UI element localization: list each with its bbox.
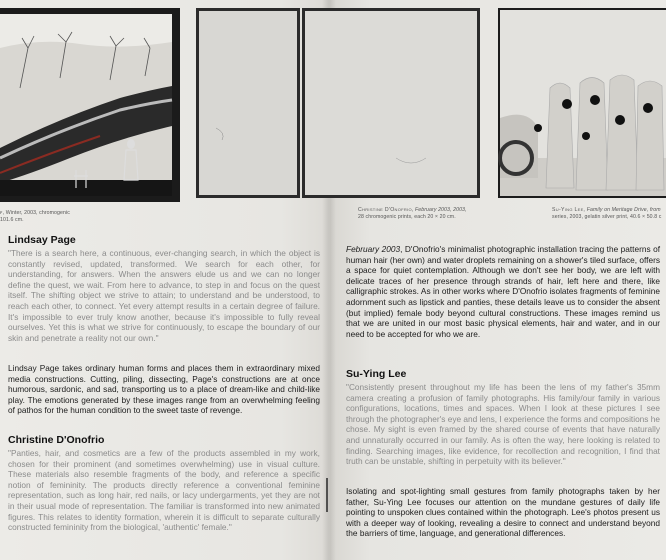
caption-winter-line2: 101.6 cm. xyxy=(0,217,24,223)
caption-family-title: , Family on Meritage Drive, from xyxy=(583,207,661,213)
body-christine-donofrio xyxy=(346,244,660,339)
quote-christine-donofrio: "Panties, hair, and cosmetics are a few of the products assembled in my work, chosen for their prominent (and sometimes overwhelming) use in visual culture. These materials also resemble fragments of the body, and reference a specific notion of femininity. The products directly reference a conventional feminine representation, such as long hair, red nails, or lacy undergarments, yet they are not in their usual mode of representation. The familiar is transformed into new animated figures. This relates to identity formation, wherein it is difficult to separate culturally constructed femininity from the biological, 'authentic' female." xyxy=(8,448,320,533)
title-february-2003: February 2003 xyxy=(346,244,401,254)
body-su-ying-lee: Isolating and spot-lighting small gestures from family photographs taken by her father, Su-Ying Lee focuses our attention on the mundane gestures of daily life pointing to unspoken clues contained within the photograph. Lee's photos present us with a deeper way of looking, revealing a desire to connect and understand beyond the barriers of time, language, and generational differences. xyxy=(346,486,660,539)
heading-lindsay-page: Lindsay Page xyxy=(8,234,76,246)
heading-christine-donofrio: Christine D'Onofrio xyxy=(8,434,105,446)
caption-family-artist: Su-Ying Lee xyxy=(552,207,584,213)
quote-su-ying-lee: "Consistently present throughout my life has been the lens of my father's 35mm camera creating a profusion of family photographs. His family/our family in various configurations, locations, times and spaces. When I look at these pictures I see through the photographer's eye and lens, I experience the forms and compositions he chose. My sight is even framed by the shared course of events that have naturally and unnaturally occurred in our family. As is often the way, here looking is related to finding. Searching images, like evidence, for recollection and recognition, I find that truth can be unstable, shifting in perpetuity with its believer." xyxy=(346,382,660,467)
caption-february xyxy=(358,207,488,221)
caption-winter xyxy=(0,210,180,224)
caption-winter-line1: ꜰ, Winter, 2003, chromogenic xyxy=(0,210,70,216)
photo-family xyxy=(498,8,666,198)
caption-february-artist: Christine D'Onofrio xyxy=(358,207,412,213)
staple-bottom-icon xyxy=(324,478,328,508)
body-lindsay-page: Lindsay Page takes ordinary human forms and places them in extraordinary mixed media constructions. Cutting, piling, dissecting, Page's constructions are at once humorous, sardonic, and sad, transporting us to a place of dream-like and child-like play. The emotions generated by these images range from an overwhelming feeling of pathos for the human condition to the sweet taste of revenge. xyxy=(8,363,320,416)
caption-february-title: , February 2003, 2003, xyxy=(411,207,467,213)
heading-su-ying-lee: Su-Ying Lee xyxy=(346,368,407,380)
caption-family-line2: series, 2003, gelatin silver print, 40.6 × 50.8 c xyxy=(552,214,662,220)
caption-february-line2: 28 chromogenic prints, each 20 × 20 cm. xyxy=(358,214,456,220)
photo-winter xyxy=(0,8,180,202)
quote-lindsay-page: "There is a search here, a continuous, ever-changing search, in which the object is constantly revised, updated, transformed. We search for each other, for understanding, for answers. When the answers elude us and we can no longer define the quest, we wait. From here to advance, to step in and focus on the quest itself. The shifting object we strive to attain; to understand and be understood, to reach each other, to connect. Yet every attempt results in a certain degree of failure. It's impossible to ever truly know another, because it's impossible to fully reveal ourselves. Yet this is what we strive for continuously, to escape the boundary of our skin and penetrate a reality not our own." xyxy=(8,248,320,343)
caption-family xyxy=(552,207,666,221)
photo-february xyxy=(196,8,480,198)
body-christine-text: , D'Onofrio's minimalist photographic installation tracing the patterns of human hair (her own) and water droplets remaining on a shower's tiled surface, offers a space for quiet contemplation. Although we don't see her body, we are left with delicate traces of her presence through strands of hair, left here and there, like calligraphic strokes. As in other works where D'Onofrio isolates fragments of feminine adornment such as lipstick and panties, these details leave us to consider the absent (but implied) female body beyond cultural constructions. These images remind us that we are united in our most basic physical elements, hair and water, and in our need to be accepted for who we are. xyxy=(346,244,661,339)
